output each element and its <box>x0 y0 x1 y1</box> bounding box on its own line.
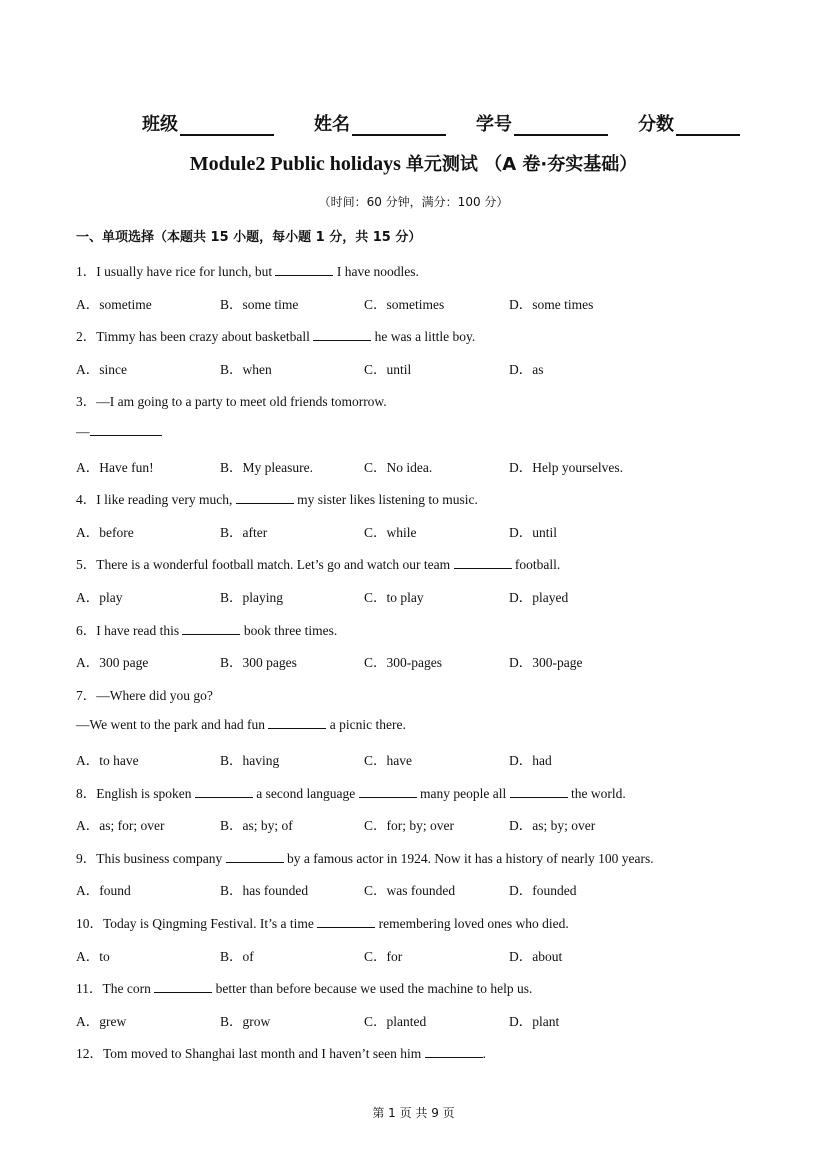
question-5-option-d[interactable]: D．played <box>509 590 569 605</box>
question-5-option-a[interactable]: A．play <box>76 590 123 605</box>
question-7-option-b[interactable]: B．having <box>220 753 280 768</box>
stem-text: . <box>482 1046 487 1062</box>
question-7-option-a[interactable]: A．to have <box>76 753 139 768</box>
stem-text: 2．Timmy has been crazy about basketball <box>76 329 314 345</box>
question-3-option-b[interactable]: B．My pleasure. <box>220 459 313 475</box>
stem-text: better than before because we used the machine to help us. <box>212 981 533 997</box>
question-1-option-a[interactable]: A．sometime <box>76 296 152 312</box>
stem-text: 8．English is spoken <box>76 785 195 801</box>
question-3-option-d[interactable]: D．Help yourselves. <box>509 459 623 475</box>
question-2-stem <box>76 325 475 345</box>
question-2-option-c[interactable]: C．until <box>364 361 412 377</box>
question-5-option-c[interactable]: C．to play <box>364 590 424 605</box>
name-field <box>314 110 446 136</box>
title-english: Module2 Public holidays <box>189 153 406 175</box>
question-1-option-d[interactable]: D．some times <box>509 296 594 312</box>
question-7-option-d[interactable]: D．had <box>509 753 552 768</box>
stem-text: remembering loved ones who died. <box>375 916 569 931</box>
question-2-option-b[interactable]: B．when <box>220 361 272 377</box>
stem-text: he was a little boy. <box>371 329 476 345</box>
question-6-option-b[interactable]: B．300 pages <box>220 655 297 671</box>
class-label: 班级 <box>142 114 178 135</box>
answer-blank[interactable] <box>182 622 240 635</box>
question-8-option-b[interactable]: B．as; by; of <box>220 818 293 834</box>
answer-blank[interactable] <box>317 915 375 928</box>
stem-text: football. <box>511 557 561 573</box>
question-5-stem <box>76 553 560 573</box>
stem-text: a second language <box>252 785 359 801</box>
question-5-option-b[interactable]: B．playing <box>220 590 283 605</box>
question-8-option-a[interactable]: A．as; for; over <box>76 818 165 834</box>
question-3-option-c[interactable]: C．No idea. <box>364 459 433 475</box>
question-1-option-b[interactable]: B．some time <box>220 296 299 312</box>
question-10-stem <box>76 912 569 932</box>
question-3-option-a[interactable]: A．Have fun! <box>76 459 154 475</box>
stem-text: 11．The corn <box>76 981 155 997</box>
question-11-stem <box>76 977 532 997</box>
question-4-option-b[interactable]: B．after <box>220 524 268 540</box>
answer-blank[interactable] <box>154 980 212 993</box>
student-id-field <box>476 110 608 136</box>
question-6-option-a[interactable]: A．300 page <box>76 655 149 671</box>
score-field <box>638 110 740 136</box>
stem-text: 6．I have read this <box>76 622 183 638</box>
question-9-option-d[interactable]: D．founded <box>509 883 577 899</box>
student-id-blank[interactable] <box>514 114 608 136</box>
stem-text: —We went to the park and had fun <box>76 717 269 733</box>
answer-blank[interactable] <box>425 1045 483 1058</box>
reply-dash: — <box>76 424 90 439</box>
class-field <box>142 110 274 136</box>
stem-text: 1．I usually have rice for lunch, but <box>76 264 276 279</box>
stem-text: book three times. <box>240 622 338 638</box>
stem-text: many people all <box>416 785 510 801</box>
question-2-option-a[interactable]: A．since <box>76 361 127 377</box>
question-11-option-c[interactable]: C．planted <box>364 1013 427 1029</box>
question-7-option-c[interactable]: C．have <box>364 753 412 768</box>
question-8-option-c[interactable]: C．for; by; over <box>364 818 454 834</box>
question-11-option-d[interactable]: D．plant <box>509 1013 560 1029</box>
name-label: 姓名 <box>314 114 350 135</box>
answer-blank[interactable] <box>268 716 326 729</box>
answer-blank[interactable] <box>275 263 333 276</box>
score-label: 分数 <box>638 114 674 135</box>
question-7-reply <box>76 716 406 733</box>
question-10-option-c[interactable]: C．for <box>364 948 403 964</box>
score-blank[interactable] <box>676 114 740 136</box>
stem-text: 3．—I am going to a party to meet old friends tomorrow. <box>76 394 387 410</box>
answer-blank[interactable] <box>195 785 253 798</box>
stem-text: by a famous actor in 1924. Now it has a history of nearly 100 years. <box>283 850 654 866</box>
stem-text: 7．—Where did you go? <box>76 687 213 703</box>
question-4-option-a[interactable]: A．before <box>76 524 134 540</box>
question-12-stem <box>76 1042 486 1062</box>
section-title: 一、单项选择（本题共 15 小题，每小题 1 分，共 15 分） <box>76 230 422 245</box>
answer-blank[interactable] <box>454 556 512 569</box>
stem-text: 10．Today is Qingming Festival. It’s a time <box>76 916 318 931</box>
exam-info: （时间：60 分钟，满分：100 分） <box>318 195 509 209</box>
name-blank[interactable] <box>352 114 446 136</box>
stem-text: my sister likes listening to music. <box>293 492 478 508</box>
question-3-stem <box>76 390 387 410</box>
question-10-option-d[interactable]: D．about <box>509 948 563 964</box>
question-11-option-b[interactable]: B．grow <box>220 1013 271 1029</box>
question-9-option-c[interactable]: C．was founded <box>364 883 456 899</box>
question-6-stem <box>76 619 337 639</box>
answer-blank[interactable] <box>90 423 162 436</box>
question-11-option-a[interactable]: A．grew <box>76 1013 127 1029</box>
stem-text: the world. <box>567 785 626 801</box>
question-4-stem <box>76 488 478 508</box>
page-footer: 第 1 页 共 9 页 <box>372 1106 455 1120</box>
question-10-option-b[interactable]: B．of <box>220 948 254 964</box>
stem-text: 5．There is a wonderful football match. Let’s go and watch our team <box>76 557 454 573</box>
question-9-stem <box>76 847 654 867</box>
student-id-label: 学号 <box>476 114 512 135</box>
question-9-option-b[interactable]: B．has founded <box>220 883 309 899</box>
answer-blank[interactable] <box>236 491 294 504</box>
question-8-option-d[interactable]: D．as; by; over <box>509 818 596 834</box>
stem-text: a picnic there. <box>326 717 406 733</box>
question-4-option-c[interactable]: C．while <box>364 524 417 540</box>
answer-blank[interactable] <box>313 328 371 341</box>
question-2-option-d[interactable]: D．as <box>509 361 544 377</box>
question-10-option-a[interactable]: A．to <box>76 948 110 964</box>
question-9-option-a[interactable]: A．found <box>76 883 131 899</box>
question-6-option-d[interactable]: D．300-page <box>509 655 583 671</box>
answer-blank[interactable] <box>359 785 417 798</box>
title-chinese: 单元测试 （A 卷·夯实基础） <box>405 154 638 175</box>
question-3-reply <box>76 423 162 440</box>
stem-text: I have noodles. <box>333 264 419 279</box>
question-7-stem <box>76 684 213 704</box>
class-blank[interactable] <box>180 114 274 136</box>
answer-blank[interactable] <box>510 785 568 798</box>
stem-text: 9．This business company <box>76 850 226 866</box>
question-8-stem <box>76 782 626 802</box>
question-1-option-c[interactable]: C．sometimes <box>364 296 445 312</box>
student-info-row <box>142 110 767 136</box>
stem-text: 4．I like reading very much, <box>76 492 236 508</box>
question-1-stem <box>76 260 419 280</box>
question-6-option-c[interactable]: C．300-pages <box>364 655 442 671</box>
question-4-option-d[interactable]: D．until <box>509 524 558 540</box>
page-title <box>0 150 827 176</box>
stem-text: 12．Tom moved to Shanghai last month and I haven’t seen him <box>76 1046 425 1062</box>
answer-blank[interactable] <box>226 850 284 863</box>
